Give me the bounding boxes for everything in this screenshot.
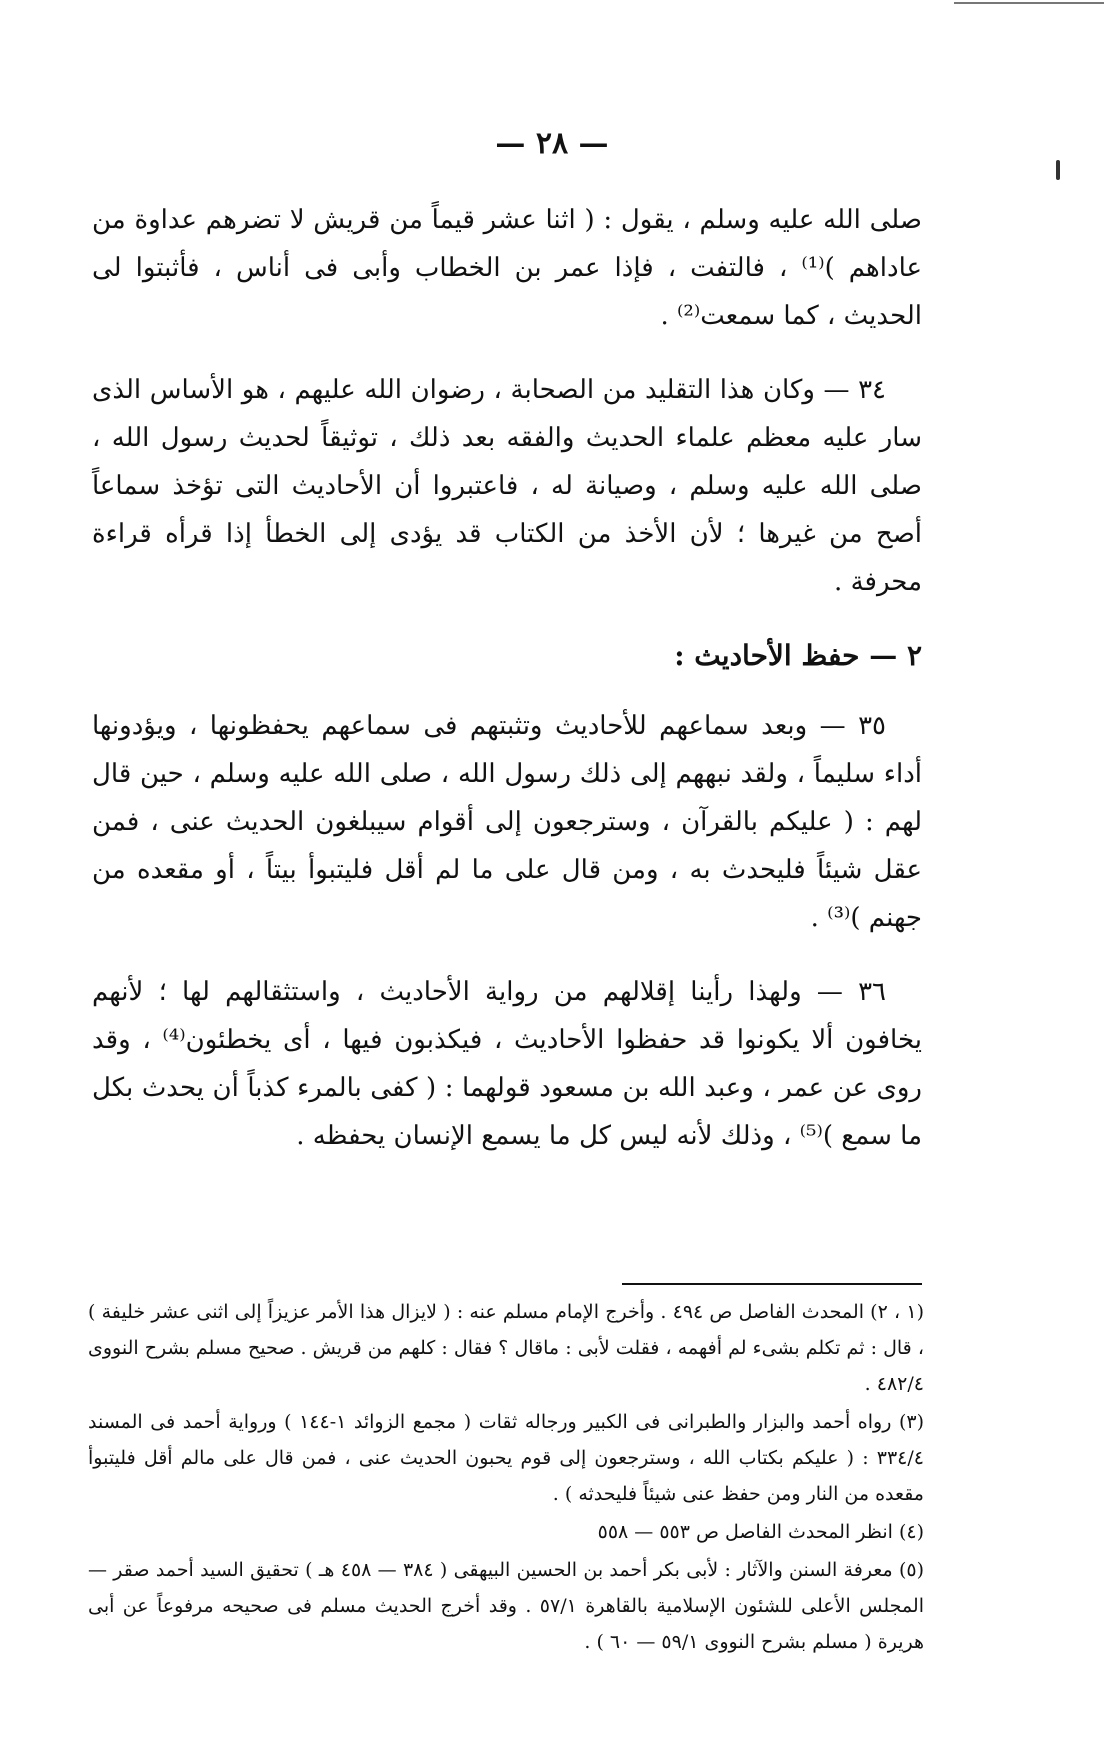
footnote-3: (٣) رواه أحمد والبزار والطبرانى فى الكبير ورجاله ثقات ( مجمع الزوائد ١-١٤٤ ) ورواية أحمد فى المسند ٣٣٤/٤ : ( عليكم بكتاب الله ، وسترجعون إلى قوم يحبون الحديث عنى ، فمن قال على مالم أقل فليتبوأ مقعده من النار ومن حفظ عنى شيئاً فليحدثه ) . [88, 1411, 924, 1505]
footnote-1-2: (١ ، ٢) المحدث الفاصل ص ٤٩٤ . وأخرج الإمام مسلم عنه : ( لايزال هذا الأمر عزيزاً إلى اثنى عشر خليفة ) ، قال : ثم تكلم بشىء لم أفهمه ، فقلت لأبى : ماقال ؟ فقال : كلهم من قريش . صحيح مسلم بشرح النووى ٤٨٢/٤ . [88, 1301, 925, 1395]
section-heading: ٢ — حفظ الأحاديث : [674, 639, 922, 672]
footnote-5: (٥) معرفة السنن والآثار : لأبى بكر أحمد بن الحسين البيهقى ( ٣٨٤ — ٤٥٨ هـ ) تحقيق السيد أحمد صقر — المجلس الأعلى للشئون الإسلامية بالقاهرة ٥٧/١ . وقد أخرج الحديث مسلم فى صحيحه مرفوعاً عن أبى هريرة ( مسلم بشرح النووى ٥٩/١ — ٦٠ ) . [88, 1559, 924, 1653]
top-edge-line [954, 2, 1104, 4]
paragraph-continued: صلى الله عليه وسلم ، يقول : ( اثنا عشر قيماً من قريش لا تضرهم عداوة من عاداهم )⁽¹⁾ ، فالتفت ، فإذا عمر بن الخطاب وأبى فى أناس ، فأثبتوا لى الحديث ، كما سمعت⁽²⁾ . [92, 205, 923, 331]
paragraph-35: ٣٥ — وبعد سماعهم للأحاديث وتثبتهم فى سماعهم يحفظونها ، ويؤدونها أداء سليماً ، ولقد نبههم إلى ذلك رسول الله ، صلى الله عليه وسلم ، حين قال لهم : ( عليكم بالقرآن ، وسترجعون إلى أقوام سيبلغون الحديث عنى ، فمن عقل شيئاً فليحدث به ، ومن قال على ما لم أقل فليتبوأ بيتاً ، أو مقعده من جهنم )⁽³⁾ . [92, 711, 922, 933]
footnote-4: (٤) انظر المحدث الفاصل ص ٥٥٣ — ٥٥٨ [597, 1521, 924, 1543]
paragraph-34: ٣٤ — وكان هذا التقليد من الصحابة ، رضوان الله عليهم ، هو الأساس الذى سار عليه معظم علماء الحديث والفقه بعد ذلك ، توثيقاً لحديث رسول الله ، صلى الله عليه وسلم ، وصيانة له ، فاعتبروا أن الأحاديث التى تؤخذ سماعاً أصح من غيرها ؛ لأن الأخذ من الكتاب قد يؤدى إلى الخطأ إذا قرأه قراءة محرفة . [92, 375, 922, 597]
page-number: — ٢٨ — [495, 126, 609, 161]
footnotes [88, 1294, 924, 1662]
paragraph-36: ٣٦ — ولهذا رأينا إقلالهم من رواية الأحاديث ، واستثقالهم لها ؛ لأنهم يخافون ألا يكونوا قد حفظوا الأحاديث ، فيكذبون فيها ، أى يخطئون⁽⁴⁾ ، وقد روى عن عمر ، وعبد الله بن مسعود قولهما : ( كفى بالمرء كذباً أن يحدث بكل ما سمع )⁽⁵⁾ ، وذلك لأنه ليس كل ما يسمع الإنسان يحفظه . [92, 977, 922, 1151]
footnote-separator [622, 1283, 922, 1285]
main-text [92, 196, 922, 1186]
margin-mark [1056, 160, 1060, 180]
